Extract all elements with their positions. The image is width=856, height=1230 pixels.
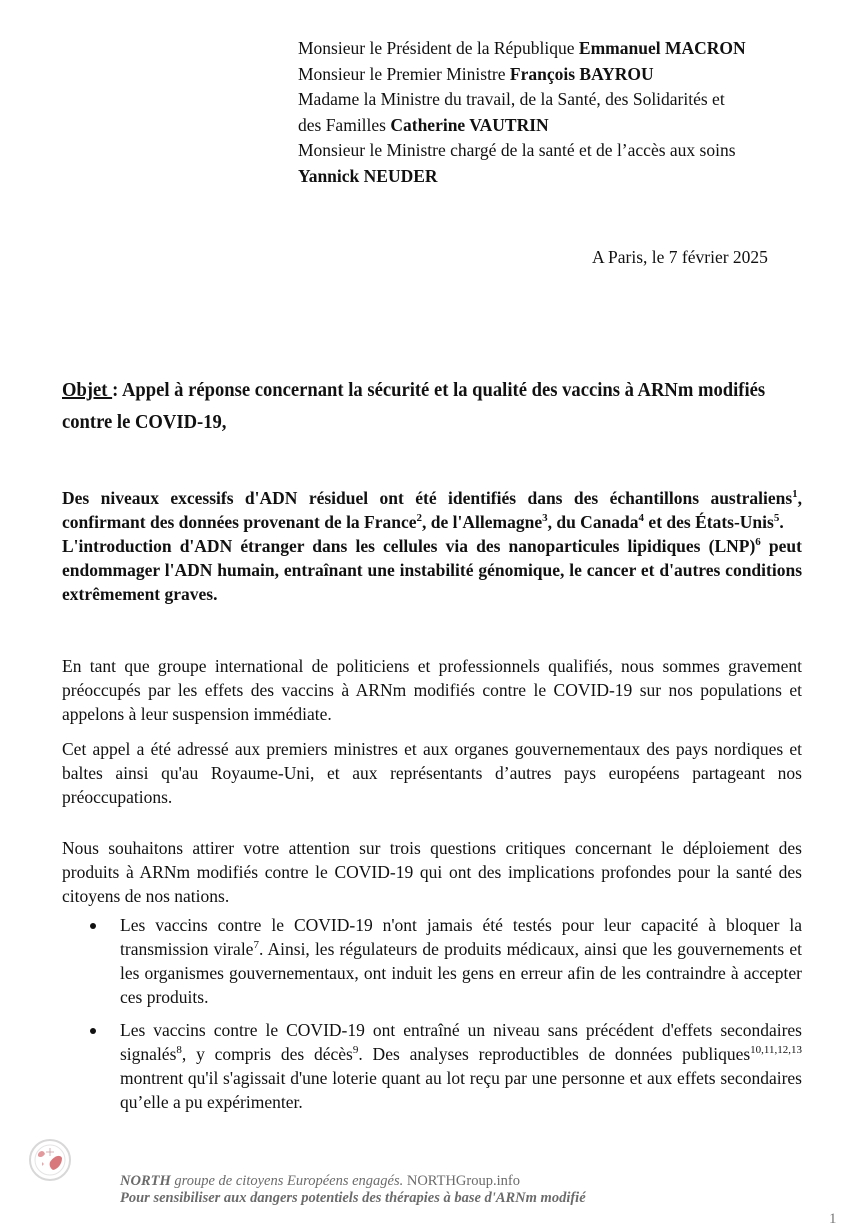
footer <box>120 1173 586 1207</box>
paragraph-text: Cet appel a été adressé aux premiers ministres et aux organes gouvernementaux des pays nordiques et baltes ainsi qu'au Royaume-Uni, et aux représentants d’autres pays européens partageant nos préoccupations. <box>62 739 802 807</box>
footer-site-link[interactable]: NORTHGroup.info <box>406 1173 520 1189</box>
addressee-name: Emmanuel MACRON <box>578 38 746 58</box>
list-item-text: . Des analyses reproductibles de données publiques <box>358 1044 751 1064</box>
lead-text: . <box>779 512 784 532</box>
paragraph-text: En tant que groupe international de politiciens et professionnels qualifiés, nous sommes gravement préoccupés par les effets des vaccins à ARNm modifiés contre le COVID-19 sur nos populations et appelons à leur suspension immédiate. <box>62 656 802 724</box>
addressee-name: Yannick NEUDER <box>298 165 438 186</box>
footnote-ref[interactable]: 7 <box>253 939 259 952</box>
footnote-ref[interactable]: 9 <box>352 1044 359 1057</box>
lead-paragraph <box>62 486 802 534</box>
lead-paragraph <box>62 534 802 606</box>
letter-date: A Paris, le 7 février 2025 <box>592 247 768 267</box>
footnote-ref[interactable]: 8 <box>176 1044 182 1057</box>
paragraph-text: Nous souhaitons attirer votre attention sur trois questions critiques concernant le déploiement des produits à ARNm modifiés contre le COVID-19 qui ont des implications profondes pour la santé des citoyens de nos nations. <box>62 838 802 906</box>
bullet-icon <box>90 923 96 929</box>
lead-text: , du Canada <box>547 512 639 532</box>
lead-text: L'introduction d'ADN étranger dans les cellules via des nanoparticules lipidiques (LNP) <box>62 536 756 556</box>
page-number: 1 <box>829 1211 837 1227</box>
addressee-title: des Familles <box>298 114 391 135</box>
addressee-name: François BAYROU <box>509 63 654 84</box>
addressee-name: Catherine VAUTRIN <box>390 114 549 135</box>
critical-issues-list <box>62 913 802 1123</box>
addressee-line <box>298 113 838 139</box>
north-group-logo-icon <box>28 1138 72 1182</box>
footnote-ref[interactable]: 3 <box>542 512 548 525</box>
list-item-text: Les vaccins contre le COVID-19 n'ont jamais été testés pour leur capacité à bloquer la transmission virale <box>120 915 802 959</box>
addressee-line <box>298 87 838 113</box>
body-paragraph <box>62 654 802 726</box>
footer-tagline: Pour sensibiliser aux dangers potentiels des thérapies à base d'ARNm modifié <box>120 1190 586 1206</box>
subject-separator: : <box>112 379 122 401</box>
addressee-title: Monsieur le Ministre chargé de la santé et de l’accès aux soins <box>298 140 736 160</box>
list-item <box>62 913 802 1009</box>
footnote-ref[interactable]: 2 <box>416 512 423 525</box>
footer-org-desc: groupe de citoyens Européens engagés. <box>170 1173 407 1189</box>
subject-text: Appel à réponse concernant la sécurité et la qualité des vaccins à ARNm modifiés contre le COVID-19, <box>62 379 766 433</box>
lead-text: et des États-Unis <box>644 512 774 532</box>
addressee-title: Madame la Ministre du travail, de la Santé, des Solidarités et <box>298 89 725 109</box>
addressee-line <box>298 62 838 88</box>
addressee-line <box>298 36 838 62</box>
body-paragraph <box>62 737 802 809</box>
body-paragraph <box>62 836 802 908</box>
footer-line <box>120 1173 586 1190</box>
footnote-ref[interactable]: 10,11,12,13 <box>750 1044 802 1057</box>
addressee-line <box>298 164 838 190</box>
list-item-text: montrent qu'il s'agissait d'une loterie quant au lot reçu par une personne et aux effets secondaires qu’elle a pu expérimenter. <box>120 1068 802 1112</box>
lead-text: peut endommager l'ADN humain, entraînant une instabilité génomique, le cancer et d'autres conditions extrêmement graves. <box>62 536 802 604</box>
addressee-block <box>298 36 838 189</box>
subject-line <box>62 374 769 438</box>
footnote-ref[interactable]: 6 <box>755 536 761 549</box>
subject-label: Objet <box>62 379 113 401</box>
addressee-title: Monsieur le Président de la République <box>298 38 579 58</box>
bullet-icon <box>90 1028 96 1034</box>
footnote-ref[interactable]: 1 <box>792 488 798 501</box>
footnote-ref[interactable]: 4 <box>638 512 645 525</box>
lead-text: , confirmant des données provenant de la France <box>62 488 802 532</box>
lead-text: Des niveaux excessifs d'ADN résiduel ont été identifiés dans des échantillons australiens <box>62 488 793 508</box>
footer-org-name: NORTH <box>120 1173 171 1189</box>
list-item-text: . Ainsi, les régulateurs de produits médicaux, ainsi que les gouvernements et les organismes gouvernementaux, ont induit les gens en erreur afin de les contraindre à accepter ces produits. <box>120 939 802 1007</box>
list-item <box>62 1018 802 1114</box>
lead-summary <box>62 486 802 606</box>
footnote-ref[interactable]: 5 <box>773 512 780 525</box>
addressee-line <box>298 138 838 164</box>
lead-text: , de l'Allemagne <box>422 512 543 532</box>
list-item-text: Les vaccins contre le COVID-19 ont entraîné un niveau sans précédent d'effets secondaires signalés <box>120 1020 802 1064</box>
addressee-title: Monsieur le Premier Ministre <box>298 63 510 84</box>
list-item-text: , y compris des décès <box>181 1044 353 1064</box>
